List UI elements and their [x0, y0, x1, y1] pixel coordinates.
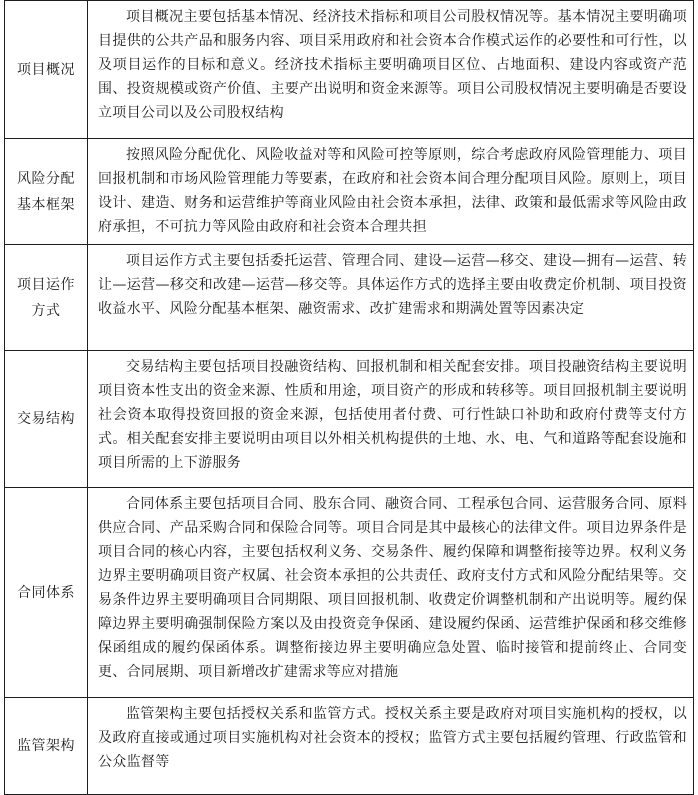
row-content: 按照风险分配优化、风险收益对等和风险可控等原则，综合考虑政府风险管理能力、项目回报机制和市场风险管理能力等要素，在政府和社会资本间合理分配项目风险。原则上，项目设计、建造、财务和运营维护等商业风险由社会资本承担，法律、政策和最低需求等风险由政府承担，不可抗力等风险由政府和社会资本合理共担 [98, 147, 687, 235]
row-label: 风险分配基本框架 [17, 170, 75, 213]
row-label-cell [5, 488, 88, 698]
table-row [5, 139, 694, 245]
row-content: 项目运作方式主要包括委托运营、管理合同、建设—运营—移交、建设—拥有—运营、转让—运营—移交和改建—运营—移交等。具体运作方式的选择主要由收费定价机制、项目投资收益水平、风险分配基本框架、融资需求、改扩建需求和期满处置等因素决定 [98, 253, 687, 317]
row-content-cell [88, 698, 694, 795]
table-row [5, 351, 694, 488]
row-label-cell [5, 245, 88, 351]
row-label: 项目运作方式 [17, 276, 75, 319]
row-content: 项目概况主要包括基本情况、经济技术指标和项目公司股权情况等。基本情况主要明确项目提供的公共产品和服务内容、项目采用政府和社会资本合作模式运作的必要性和可行性，以及项目运作的目标和意义。经济技术指标主要明确项目区位、占地面积、建设内容或资产范围、投资规模或资产价值、主要产出说明和资金来源等。项目公司股权情况主要明确是否要设立项目公司以及公司股权结构 [98, 9, 687, 121]
row-content-cell [88, 1, 694, 139]
ppp-scheme-table [4, 0, 694, 795]
row-label-cell [5, 139, 88, 245]
row-content: 合同体系主要包括项目合同、股东合同、融资合同、工程承包合同、运营服务合同、原料供应合同、产品采购合同和保险合同等。项目合同是其中最核心的法律文件。项目边界条件是项目合同的核心内容，主要包括权利义务、交易条件、履约保障和调整衔接等边界。权利义务边界主要明确项目资产权属、社会资本承担的公共责任、政府支付方式和风险分配结果等。交易条件边界主要明确项目合同期限、项目回报机制、收费定价调整机制和产出说明等。履约保障边界主要明确强制保险方案以及由投资竞争保函、建设履约保函、运营维护保函和移交维修保函组成的履约保函体系。调整衔接边界主要明确应急处置、临时接管和提前终止、合同变更、合同展期、项目新增改扩建需求等应对措施 [98, 496, 687, 680]
row-content: 监管架构主要包括授权关系和监管方式。授权关系主要是政府对项目实施机构的授权，以及政府直接或通过项目实施机构对社会资本的授权；监管方式主要包括履约管理、行政监管和公众监督等 [98, 706, 687, 770]
row-label-cell [5, 351, 88, 488]
row-label-cell [5, 698, 88, 795]
row-label: 合同体系 [17, 584, 75, 601]
table-row [5, 1, 694, 139]
row-label: 项目概况 [17, 61, 75, 78]
row-content-cell [88, 488, 694, 698]
row-label: 监管架构 [17, 738, 75, 754]
row-content-cell [88, 139, 694, 245]
row-content: 交易结构主要包括项目投融资结构、回报机制和相关配套安排。项目投融资结构主要说明项目资本性支出的资金来源、性质和用途，项目资产的形成和转移等。项目回报机制主要说明社会资本取得投资回报的资金来源，包括使用者付费、可行性缺口补助和政府付费等支付方式。相关配套安排主要说明由项目以外相关机构提供的土地、水、电、气和道路等配套设施和项目所需的上下游服务 [98, 359, 687, 471]
table-row [5, 488, 694, 698]
row-label-cell [5, 1, 88, 139]
row-label: 交易结构 [17, 411, 75, 427]
table-row [5, 698, 694, 795]
row-content-cell [88, 245, 694, 351]
table-row [5, 245, 694, 351]
row-content-cell [88, 351, 694, 488]
